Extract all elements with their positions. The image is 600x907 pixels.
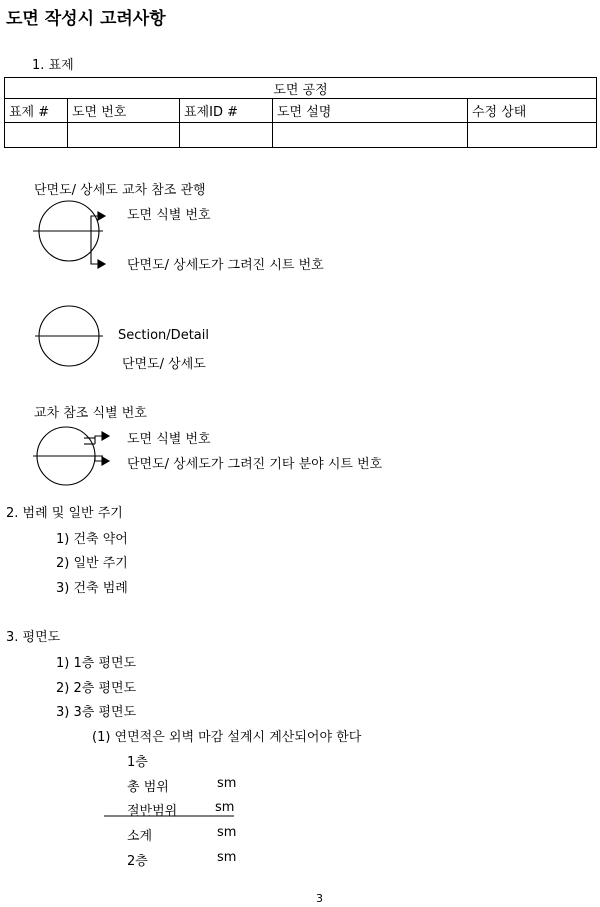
page-title: 도면 작성시 고려사항 [6,9,166,29]
area-row-unit: sm [215,800,235,815]
section3-heading: 3. 평면도 [6,630,61,645]
table-header-cell: 표제ID # [180,99,273,123]
area-row-label: 총 범위 [127,780,169,795]
section-detail-label-en: Section/Detail [118,328,209,343]
section-detail-symbol [35,306,103,366]
table-cell [180,123,273,148]
cross-id-symbol [33,427,109,485]
table-cell [5,123,68,148]
cross-ref-bottom-label: 단면도/ 상세도가 그려진 시트 번호 [127,258,324,273]
table-header-cell: 표제 # [5,99,68,123]
cross-ref-heading: 단면도/ 상세도 교차 참조 관행 [34,183,206,198]
cross-ref-symbol [33,201,105,268]
area-row-label: 소계 [127,829,153,844]
sub-list-item: (1) 연면적은 외벽 마감 설계시 계산되어야 한다 [92,730,362,745]
list-item: 1) 1층 평면도 [56,656,137,671]
page-number: 3 [316,892,323,905]
table-header-cell: 도면 설명 [273,99,468,123]
table-cell [273,123,468,148]
table-header-cell: 수정 상태 [468,99,597,123]
list-item: 1) 건축 약어 [56,532,128,547]
list-item: 2) 2층 평면도 [56,681,137,696]
section2-heading: 2. 범례 및 일반 주기 [6,506,123,521]
cross-ref-top-label: 도면 식별 번호 [127,208,211,223]
list-item: 3) 건축 범례 [56,581,128,596]
table-cell [68,123,180,148]
area-row-unit: sm [217,850,237,865]
section-detail-label-ko: 단면도/ 상세도 [122,357,206,372]
area-row-unit: sm [217,825,237,840]
list-item: 2) 일반 주기 [56,556,128,571]
section1-heading: 1. 표제 [32,58,74,73]
area-row-label: 2층 [127,854,148,869]
area-floor1-label: 1층 [127,755,148,770]
cross-id-heading: 교차 참조 식별 번호 [34,406,147,421]
area-row-label: 절반범위 [127,804,178,819]
list-item: 3) 3층 평면도 [56,705,137,720]
cross-id-bottom-label: 단면도/ 상세도가 그려진 기타 분야 시트 번호 [127,457,383,472]
table-group-header: 도면 공정 [5,78,597,99]
table-header-cell: 도면 번호 [68,99,180,123]
table-cell [468,123,597,148]
cross-id-top-label: 도면 식별 번호 [127,432,211,447]
area-row-unit: sm [217,776,237,791]
title-block-table [4,77,597,148]
